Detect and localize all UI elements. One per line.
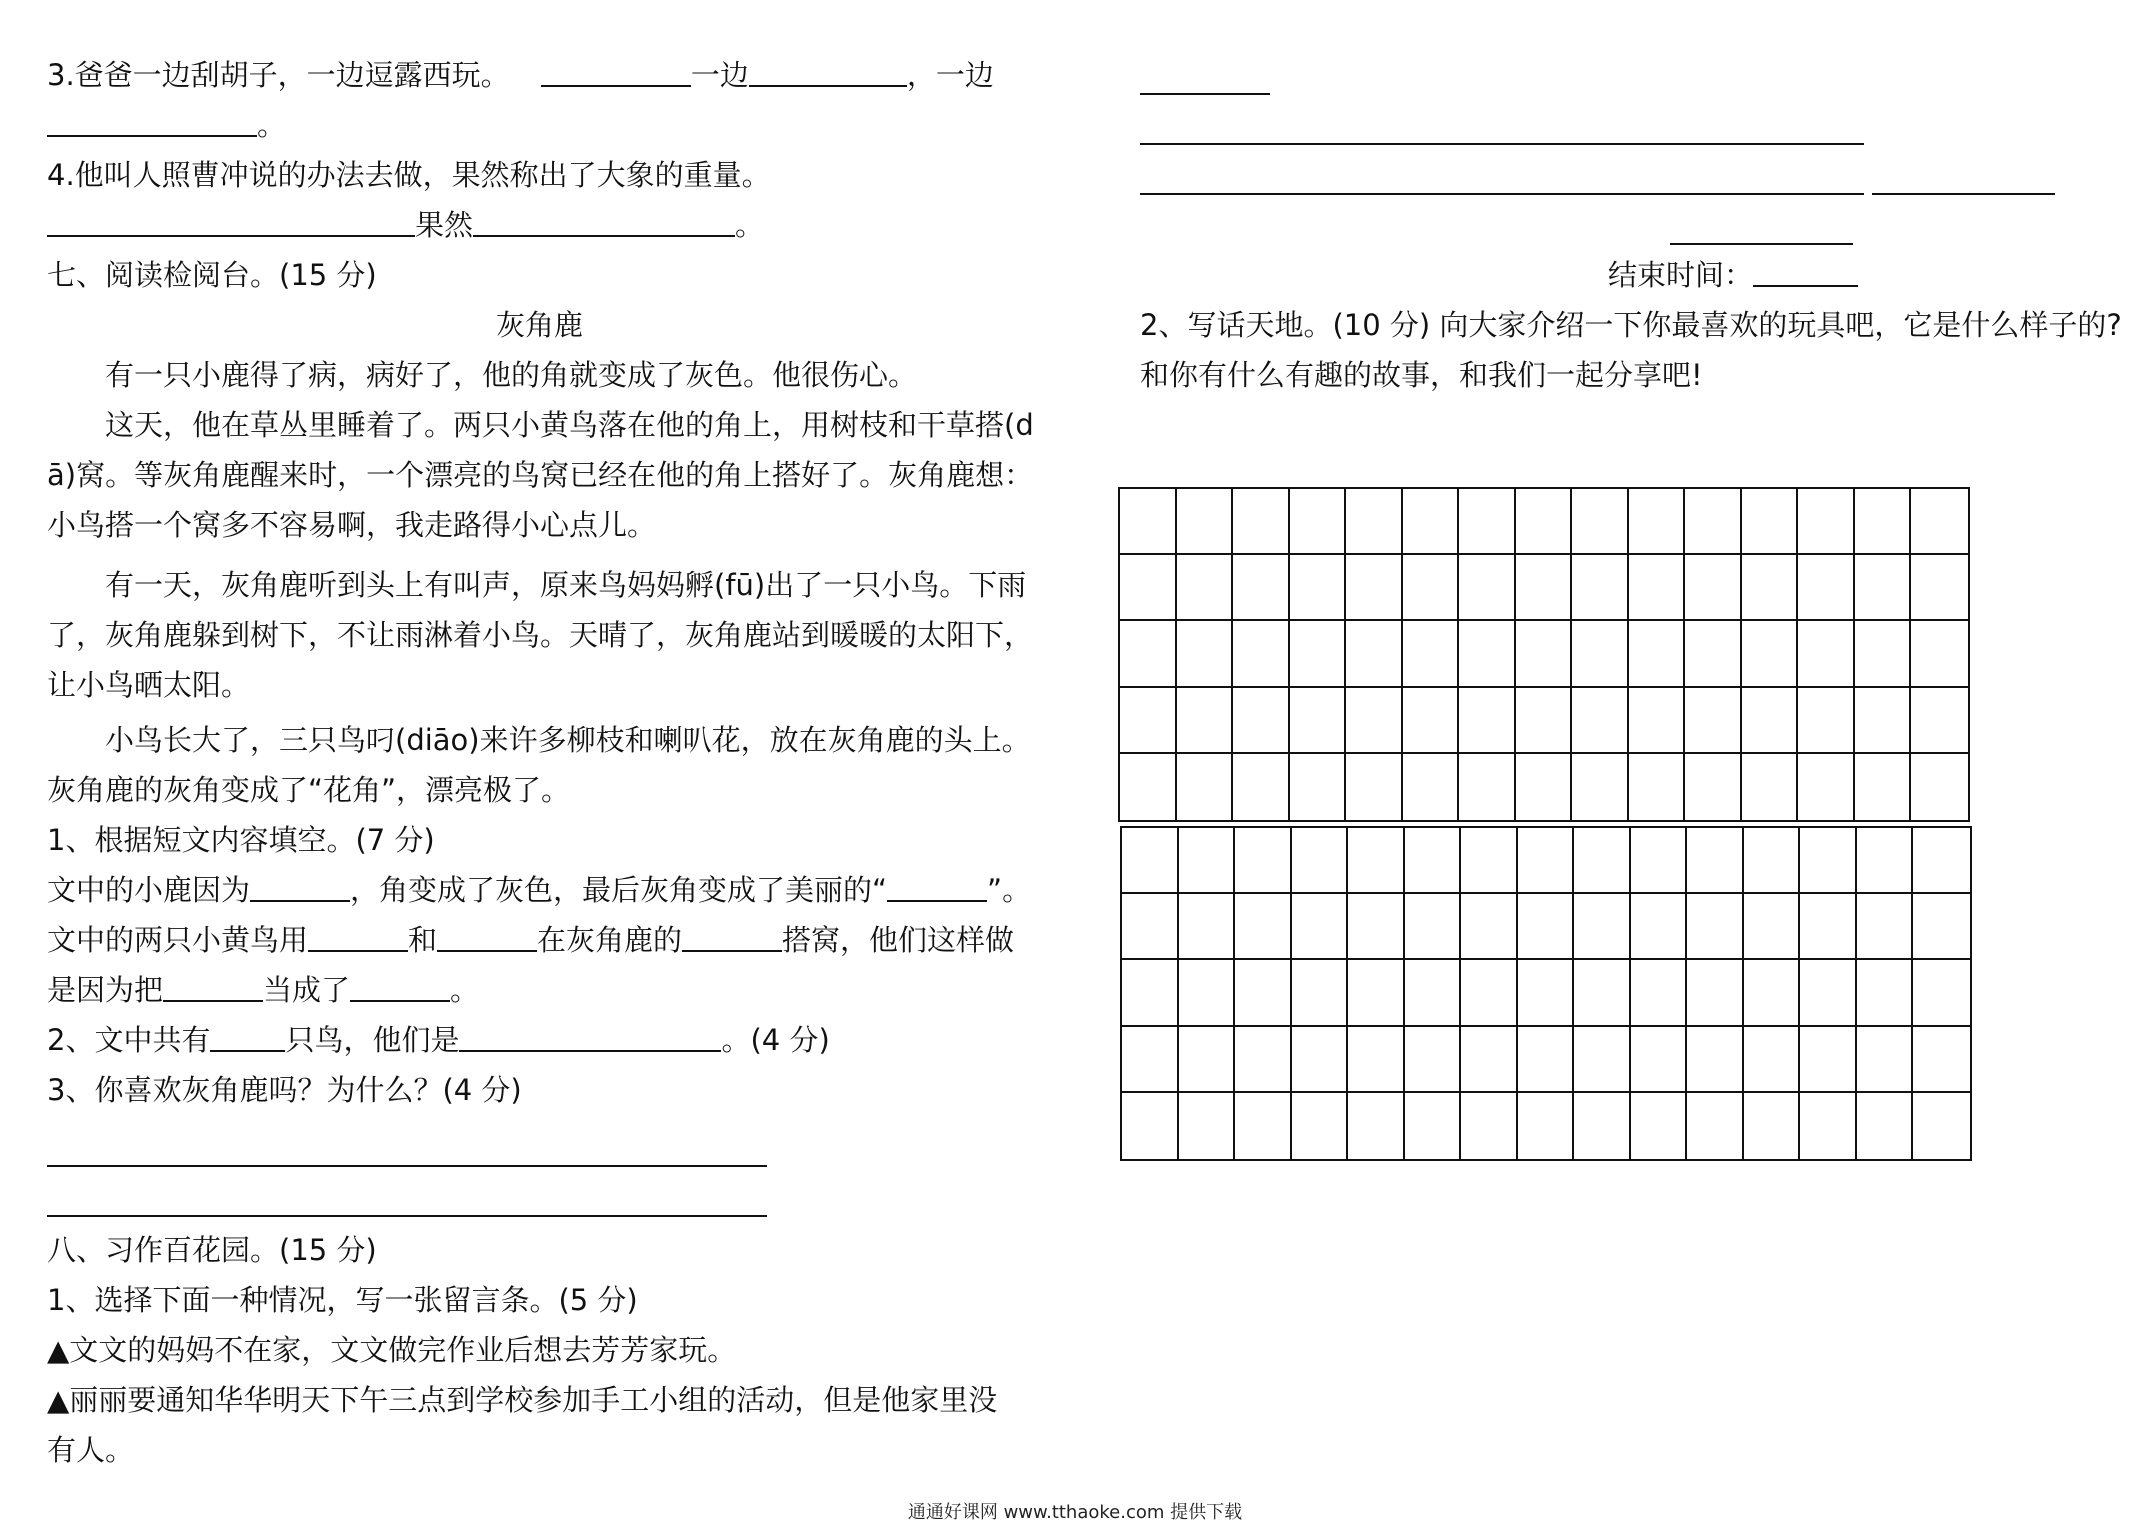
grid-cell[interactable] <box>1235 960 1292 1026</box>
grid-cell[interactable] <box>1685 555 1742 621</box>
grid-cell[interactable] <box>1346 489 1403 555</box>
grid-cell[interactable] <box>1459 754 1516 820</box>
answer-blank[interactable] <box>163 970 263 1002</box>
grid-cell[interactable] <box>1122 960 1179 1026</box>
grid-cell[interactable] <box>1574 1093 1631 1159</box>
grid-cell[interactable] <box>1631 894 1688 960</box>
grid-cell[interactable] <box>1687 960 1744 1026</box>
grid-cell[interactable] <box>1461 894 1518 960</box>
grid-cell[interactable] <box>1461 960 1518 1026</box>
grid-cell[interactable] <box>1572 555 1629 621</box>
grid-cell[interactable] <box>1346 754 1403 820</box>
story-paragraph: 有一天，灰角鹿听到头上有叫声，原来鸟妈妈孵(fū)出了一只小鸟。下雨 <box>105 568 1027 602</box>
answer-blank[interactable] <box>210 1020 285 1052</box>
grid-cell[interactable] <box>1346 688 1403 754</box>
grid-cell[interactable] <box>1461 1027 1518 1093</box>
grid-cell[interactable] <box>1122 894 1179 960</box>
grid-cell[interactable] <box>1292 828 1349 894</box>
grid-cell[interactable] <box>1235 1093 1292 1159</box>
grid-cell[interactable] <box>1348 1027 1405 1093</box>
q7-1-heading: 1、根据短文内容填空。(7 分) <box>47 823 435 857</box>
grid-cell[interactable] <box>1742 754 1799 820</box>
grid-cell[interactable] <box>1629 489 1686 555</box>
grid-cell[interactable] <box>1913 828 1970 894</box>
grid-cell[interactable] <box>1459 688 1516 754</box>
grid-cell[interactable] <box>1120 621 1177 687</box>
answer-blank[interactable] <box>749 55 907 87</box>
grid-cell[interactable] <box>1120 489 1177 555</box>
grid-cell[interactable] <box>1631 960 1688 1026</box>
answer-line[interactable] <box>47 1165 767 1167</box>
grid-cell[interactable] <box>1744 1027 1801 1093</box>
section8-heading: 八、习作百花园。(15 分) <box>47 1233 377 1267</box>
grid-cell[interactable] <box>1800 828 1857 894</box>
answer-blank[interactable] <box>47 105 257 137</box>
end-time-blank[interactable] <box>1753 255 1858 287</box>
grid-cell[interactable] <box>1911 688 1968 754</box>
grid-cell[interactable] <box>1233 555 1290 621</box>
grid-cell[interactable] <box>1629 754 1686 820</box>
grid-cell[interactable] <box>1235 828 1292 894</box>
grid-cell[interactable] <box>1744 960 1801 1026</box>
grid-cell[interactable] <box>1798 688 1855 754</box>
grid-cell[interactable] <box>1913 1093 1970 1159</box>
answer-line[interactable] <box>1140 143 1864 145</box>
grid-cell[interactable] <box>1459 489 1516 555</box>
grid-cell[interactable] <box>1516 688 1573 754</box>
q7-1-line1: 文中的小鹿因为 ，角变成了灰色，最后灰角变成了美丽的“ ”。 <box>47 870 1031 910</box>
grid-cell[interactable] <box>1855 621 1912 687</box>
grid-cell[interactable] <box>1687 828 1744 894</box>
q8-1-option2-cont: 有人。 <box>47 1433 135 1467</box>
grid-cell[interactable] <box>1631 1027 1688 1093</box>
grid-cell[interactable] <box>1911 621 1968 687</box>
grid-cell[interactable] <box>1855 754 1912 820</box>
answer-blank[interactable] <box>47 205 415 237</box>
story-line: ā)窝。等灰角鹿醒来时，一个漂亮的鸟窝已经在他的角上搭好了。灰角鹿想： <box>47 458 1034 492</box>
grid-cell[interactable] <box>1233 621 1290 687</box>
q6-item4-answer: 果然 。 <box>47 205 764 245</box>
grid-cell[interactable] <box>1913 894 1970 960</box>
grid-cell[interactable] <box>1518 828 1575 894</box>
answer-blank[interactable] <box>250 870 350 902</box>
grid-cell[interactable] <box>1177 621 1234 687</box>
grid-cell[interactable] <box>1461 828 1518 894</box>
answer-blank[interactable] <box>437 920 537 952</box>
grid-cell[interactable] <box>1292 960 1349 1026</box>
grid-cell[interactable] <box>1857 894 1914 960</box>
q8-1-heading: 1、选择下面一种情况，写一张留言条。(5 分) <box>47 1283 638 1317</box>
story-paragraph: 这天，他在草丛里睡着了。两只小黄鸟落在他的角上，用树枝和干草搭(d <box>105 408 1034 442</box>
story-paragraph: 小鸟长大了，三只鸟叼(diāo)来许多柳枝和喇叭花，放在灰角鹿的头上。 <box>105 723 1031 757</box>
grid-cell[interactable] <box>1629 555 1686 621</box>
q6-item3: 3.爸爸一边刮胡子，一边逗露西玩。 一边 ，一边 <box>47 55 994 95</box>
grid-cell[interactable] <box>1798 555 1855 621</box>
grid-cell[interactable] <box>1290 688 1347 754</box>
q8-1-option1: ▲文文的妈妈不在家，文文做完作业后想去芳芳家玩。 <box>47 1333 737 1367</box>
q8-1-option2: ▲丽丽要通知华华明天下午三点到学校参加手工小组的活动，但是他家里没 <box>47 1383 998 1417</box>
grid-cell[interactable] <box>1348 894 1405 960</box>
grid-cell[interactable] <box>1346 621 1403 687</box>
grid-cell[interactable] <box>1179 894 1236 960</box>
grid-cell[interactable] <box>1403 688 1460 754</box>
grid-cell[interactable] <box>1857 1027 1914 1093</box>
answer-blank[interactable] <box>682 920 782 952</box>
grid-cell[interactable] <box>1235 894 1292 960</box>
story-line: 了，灰角鹿躲到树下，不让雨淋着小鸟。天晴了，灰角鹿站到暖暖的太阳下， <box>47 618 1034 652</box>
grid-cell[interactable] <box>1348 828 1405 894</box>
grid-cell[interactable] <box>1177 754 1234 820</box>
grid-cell[interactable] <box>1403 489 1460 555</box>
grid-cell[interactable] <box>1798 754 1855 820</box>
grid-cell[interactable] <box>1574 828 1631 894</box>
grid-cell[interactable] <box>1629 621 1686 687</box>
grid-cell[interactable] <box>1177 489 1234 555</box>
q7-1-line2: 文中的两只小黄鸟用 和 在灰角鹿的 搭窝，他们这样做 <box>47 920 1014 960</box>
grid-cell[interactable] <box>1574 1027 1631 1093</box>
grid-cell[interactable] <box>1292 894 1349 960</box>
end-time: 结束时间： <box>1608 255 1858 295</box>
grid-cell[interactable] <box>1744 894 1801 960</box>
grid-cell[interactable] <box>1687 1027 1744 1093</box>
q6-item3-cont: 。 <box>47 105 286 145</box>
answer-blank[interactable] <box>350 970 450 1002</box>
grid-cell[interactable] <box>1744 828 1801 894</box>
grid-cell[interactable] <box>1177 688 1234 754</box>
grid-cell[interactable] <box>1516 754 1573 820</box>
grid-cell[interactable] <box>1742 688 1799 754</box>
grid-cell[interactable] <box>1290 754 1347 820</box>
answer-blank[interactable] <box>308 920 408 952</box>
answer-line[interactable] <box>1140 93 1270 95</box>
grid-cell[interactable] <box>1405 1027 1462 1093</box>
grid-cell[interactable] <box>1403 754 1460 820</box>
section7-heading: 七、阅读检阅台。(15 分) <box>47 258 377 292</box>
grid-cell[interactable] <box>1518 1027 1575 1093</box>
grid-cell[interactable] <box>1685 489 1742 555</box>
grid-cell[interactable] <box>1177 555 1234 621</box>
grid-cell[interactable] <box>1631 828 1688 894</box>
footer-credit: 通通好课网 www.tthaoke.com 提供下载 <box>907 1502 1243 1523</box>
grid-cell[interactable] <box>1685 754 1742 820</box>
grid-cell[interactable] <box>1292 1093 1349 1159</box>
q7-1-line3: 是因为把 当成了 。 <box>47 970 479 1010</box>
grid-cell[interactable] <box>1233 754 1290 820</box>
story-line: 让小鸟晒太阳。 <box>47 668 251 702</box>
grid-cell[interactable] <box>1403 621 1460 687</box>
grid-cell[interactable] <box>1857 828 1914 894</box>
answer-line[interactable] <box>1670 243 1853 245</box>
grid-cell[interactable] <box>1348 1093 1405 1159</box>
grid-cell[interactable] <box>1687 1093 1744 1159</box>
grid-cell[interactable] <box>1913 1027 1970 1093</box>
grid-cell[interactable] <box>1857 960 1914 1026</box>
grid-cell[interactable] <box>1348 960 1405 1026</box>
answer-blank[interactable] <box>541 55 691 87</box>
grid-cell[interactable] <box>1516 555 1573 621</box>
grid-cell[interactable] <box>1800 1027 1857 1093</box>
grid-cell[interactable] <box>1631 1093 1688 1159</box>
answer-line[interactable] <box>1872 193 2055 195</box>
story-line: 小鸟搭一个窝多不容易啊，我走路得小心点儿。 <box>47 508 657 542</box>
grid-cell[interactable] <box>1685 688 1742 754</box>
grid-cell[interactable] <box>1122 828 1179 894</box>
grid-cell[interactable] <box>1122 1027 1179 1093</box>
grid-cell[interactable] <box>1405 1093 1462 1159</box>
grid-cell[interactable] <box>1518 1093 1575 1159</box>
grid-cell[interactable] <box>1179 1093 1236 1159</box>
grid-cell[interactable] <box>1179 1027 1236 1093</box>
grid-cell[interactable] <box>1572 688 1629 754</box>
answer-blank[interactable] <box>473 205 735 237</box>
grid-cell[interactable] <box>1518 894 1575 960</box>
grid-cell[interactable] <box>1742 621 1799 687</box>
grid-cell[interactable] <box>1572 754 1629 820</box>
grid-cell[interactable] <box>1855 688 1912 754</box>
grid-cell[interactable] <box>1855 555 1912 621</box>
q7-3: 3、你喜欢灰角鹿吗？为什么？(4 分) <box>47 1073 522 1107</box>
grid-cell[interactable] <box>1292 1027 1349 1093</box>
grid-cell[interactable] <box>1800 894 1857 960</box>
grid-cell[interactable] <box>1516 489 1573 555</box>
grid-cell[interactable] <box>1120 555 1177 621</box>
grid-cell[interactable] <box>1179 828 1236 894</box>
writing-grid[interactable] <box>1120 826 1972 1161</box>
writing-grid[interactable] <box>1118 487 1970 822</box>
q8-2-line2: 和你有什么有趣的故事，和我们一起分享吧! <box>1140 358 1703 392</box>
grid-cell[interactable] <box>1742 555 1799 621</box>
grid-cell[interactable] <box>1179 960 1236 1026</box>
grid-cell[interactable] <box>1911 754 1968 820</box>
grid-cell[interactable] <box>1911 555 1968 621</box>
grid-cell[interactable] <box>1913 960 1970 1026</box>
grid-cell[interactable] <box>1798 489 1855 555</box>
grid-cell[interactable] <box>1629 688 1686 754</box>
grid-cell[interactable] <box>1122 1093 1179 1159</box>
grid-cell[interactable] <box>1459 621 1516 687</box>
grid-cell[interactable] <box>1233 688 1290 754</box>
grid-cell[interactable] <box>1800 960 1857 1026</box>
grid-cell[interactable] <box>1572 621 1629 687</box>
q7-2: 2、文中共有 只鸟，他们是 。(4 分) <box>47 1020 830 1060</box>
grid-cell[interactable] <box>1235 1027 1292 1093</box>
grid-cell[interactable] <box>1574 960 1631 1026</box>
grid-cell[interactable] <box>1403 555 1460 621</box>
story-title: 灰角鹿 <box>495 308 583 342</box>
grid-cell[interactable] <box>1798 621 1855 687</box>
grid-cell[interactable] <box>1518 960 1575 1026</box>
grid-cell[interactable] <box>1405 960 1462 1026</box>
q8-2-line1: 2、写话天地。(10 分) 向大家介绍一下你最喜欢的玩具吧，它是什么样子的? <box>1140 308 2122 342</box>
grid-cell[interactable] <box>1405 894 1462 960</box>
grid-cell[interactable] <box>1290 621 1347 687</box>
grid-cell[interactable] <box>1461 1093 1518 1159</box>
q6-item4: 4.他叫人照曹冲说的办法去做，果然称出了大象的重量。 <box>47 158 771 192</box>
grid-cell[interactable] <box>1233 489 1290 555</box>
answer-line[interactable] <box>1140 193 1864 195</box>
grid-cell[interactable] <box>1855 489 1912 555</box>
grid-cell[interactable] <box>1290 489 1347 555</box>
grid-cell[interactable] <box>1687 894 1744 960</box>
grid-cell[interactable] <box>1572 489 1629 555</box>
story-line: 灰角鹿的灰角变成了“花角”，漂亮极了。 <box>47 773 571 807</box>
grid-cell[interactable] <box>1574 894 1631 960</box>
answer-blank[interactable] <box>887 870 987 902</box>
grid-cell[interactable] <box>1911 489 1968 555</box>
grid-cell[interactable] <box>1685 621 1742 687</box>
grid-cell[interactable] <box>1120 688 1177 754</box>
grid-cell[interactable] <box>1459 555 1516 621</box>
grid-cell[interactable] <box>1516 621 1573 687</box>
story-paragraph: 有一只小鹿得了病，病好了，他的角就变成了灰色。他很伤心。 <box>105 358 918 392</box>
grid-cell[interactable] <box>1744 1093 1801 1159</box>
grid-cell[interactable] <box>1290 555 1347 621</box>
grid-cell[interactable] <box>1346 555 1403 621</box>
grid-cell[interactable] <box>1800 1093 1857 1159</box>
grid-cell[interactable] <box>1120 754 1177 820</box>
answer-blank[interactable] <box>459 1020 721 1052</box>
answer-line[interactable] <box>47 1215 767 1217</box>
grid-cell[interactable] <box>1742 489 1799 555</box>
grid-cell[interactable] <box>1405 828 1462 894</box>
grid-cell[interactable] <box>1857 1093 1914 1159</box>
